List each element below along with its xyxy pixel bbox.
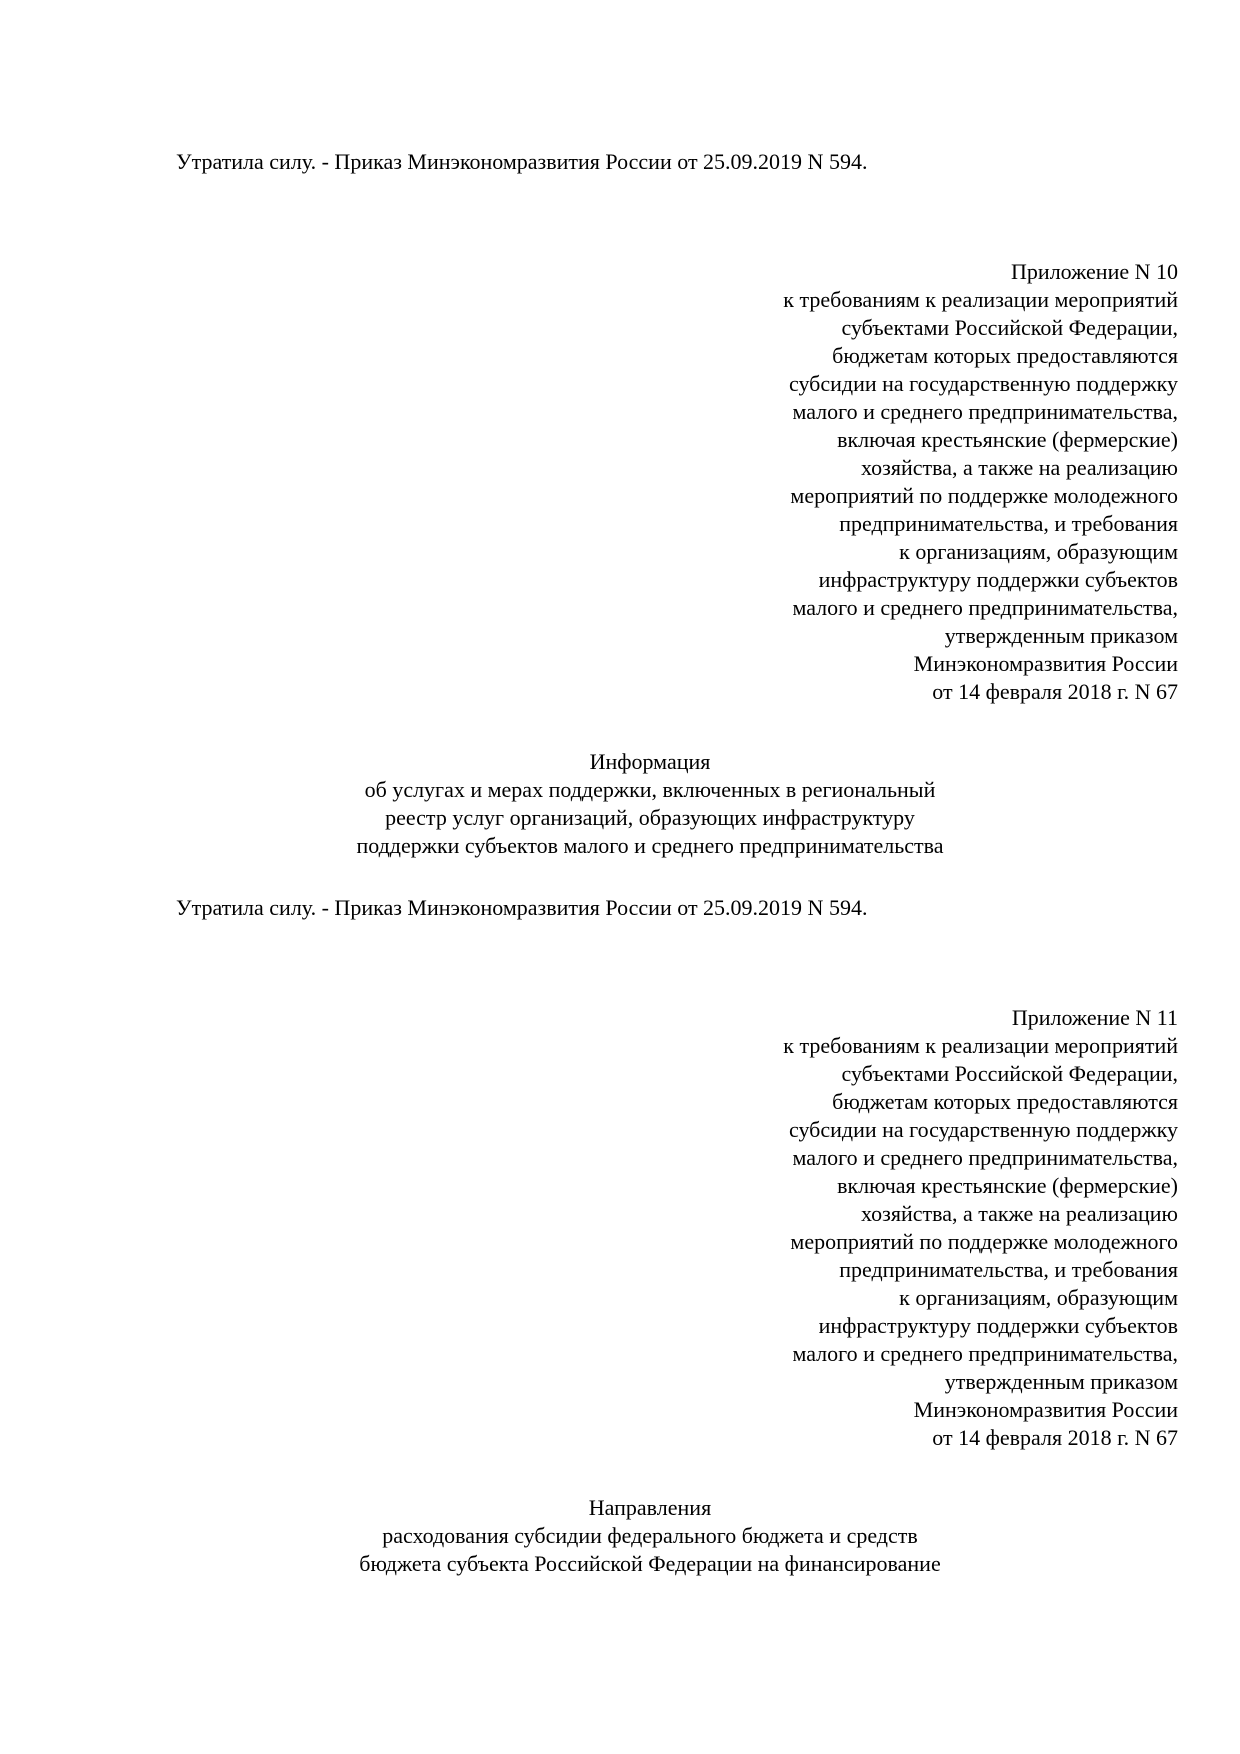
appendix-line: предпринимательства, и требования [839, 511, 1178, 536]
appendix-line: от 14 февраля 2018 г. N 67 [932, 679, 1178, 704]
section-heading-line: расходования субсидии федерального бюджета и средств [382, 1523, 918, 1548]
appendix-line: малого и среднего предпринимательства, [792, 1145, 1178, 1170]
section-heading-line: бюджета субъекта Российской Федерации на финансирование [359, 1551, 941, 1576]
appendix-line: включая крестьянские (фермерские) [837, 427, 1178, 452]
appendix-line: к требованиям к реализации мероприятий [783, 287, 1178, 312]
appendix-title: Приложение N 10 [1011, 259, 1178, 284]
section-heading-line: поддержки субъектов малого и среднего предпринимательства [356, 833, 944, 858]
appendix-title: Приложение N 11 [1011, 1005, 1178, 1030]
appendix-line: к требованиям к реализации мероприятий [783, 1033, 1178, 1058]
appendix-line: включая крестьянские (фермерские) [837, 1173, 1178, 1198]
appendix-line: субсидии на государственную поддержку [788, 371, 1178, 396]
appendix-line: субсидии на государственную поддержку [788, 1117, 1178, 1142]
appendix-line: мероприятий по поддержке молодежного [790, 483, 1178, 508]
appendix-line: малого и среднего предпринимательства, [792, 595, 1178, 620]
appendix-line: Минэкономразвития России [913, 1397, 1178, 1422]
appendix-line: хозяйства, а также на реализацию [861, 455, 1178, 480]
appendix-line: предпринимательства, и требования [839, 1257, 1178, 1282]
appendix-line: инфраструктуру поддержки субъектов [818, 1313, 1178, 1338]
section-heading-line: реестр услуг организаций, образующих инфраструктуру [385, 805, 915, 830]
appendix-line: бюджетам которых предоставляются [832, 1089, 1178, 1114]
appendix-line: от 14 февраля 2018 г. N 67 [932, 1425, 1178, 1450]
appendix-line: мероприятий по поддержке молодежного [790, 1229, 1178, 1254]
appendix-line: Минэкономразвития России [913, 651, 1178, 676]
appendix-line: к организациям, образующим [899, 539, 1178, 564]
appendix-line: хозяйства, а также на реализацию [861, 1201, 1178, 1226]
status-note: Утратила силу. - Приказ Минэкономразвития России от 25.09.2019 N 594. [176, 895, 868, 920]
section-heading-line: об услугах и мерах поддержки, включенных в региональный [364, 777, 936, 802]
appendix-line: инфраструктуру поддержки субъектов [818, 567, 1178, 592]
appendix-line: субъектами Российской Федерации, [841, 1061, 1178, 1086]
appendix-line: утвержденным приказом [944, 623, 1178, 648]
appendix-line: бюджетам которых предоставляются [832, 343, 1178, 368]
section-heading: Информация [589, 749, 711, 774]
appendix-line: малого и среднего предпринимательства, [792, 399, 1178, 424]
section-heading: Направления [588, 1495, 712, 1520]
appendix-line: утвержденным приказом [944, 1369, 1178, 1394]
appendix-line: к организациям, образующим [899, 1285, 1178, 1310]
appendix-line: субъектами Российской Федерации, [841, 315, 1178, 340]
status-note: Утратила силу. - Приказ Минэкономразвития России от 25.09.2019 N 594. [176, 149, 868, 174]
appendix-line: малого и среднего предпринимательства, [792, 1341, 1178, 1366]
